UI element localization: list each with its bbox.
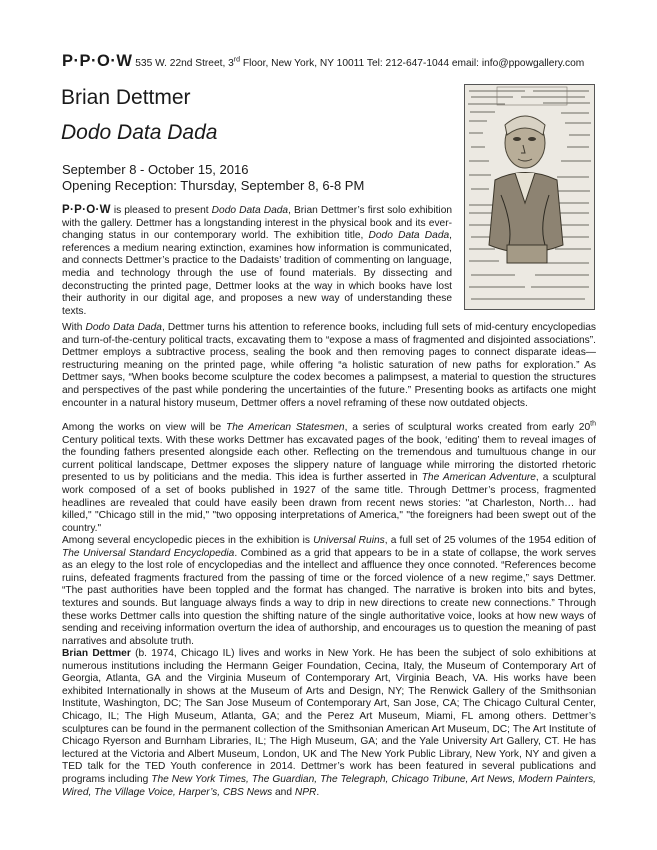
gallery-address: 535 W. 22nd Street, 3rd Floor, New York, NY 10011 Tel: 212-647-1044 email: info@ppowgallery.com [132, 56, 585, 69]
artist-name: Brian Dettmer [61, 86, 191, 109]
bio-artist-name: Brian Dettmer [62, 648, 131, 659]
artwork-illustration [465, 85, 594, 309]
intro-paragraph: P·P·O·W is pleased to present Dodo Data Dada, Brian Dettmer’s first solo exhibition with the gallery. Dettmer has a longstanding interest in the physical book and its ever-changing status in our contemporary world. The exhibition title, Dodo Data Dada, references a medium nearing extinction, examines how information is communicated, and connects Dettmer’s practice to the Dadaists’ tradition of commenting on language, media and technology through the use of found materials. By dissecting and deconstructing the printed page, Dettmer looks at the way in which books have lost their authority in our digital age, and proposes a new way of understanding these texts. [62, 204, 453, 317]
body-paragraph-references: With Dodo Data Dada, Dettmer turns his attention to reference books, including full sets of mid-century encyclopedias and turn-of-the-century political tracts, excavating them to “expose a mass of fragmented and disjointed associations”. Dettmer employs a subtractive process, sealing the book and then removing pages to connect disparate ideas—restructuring meaning on the printed page, while offering “a holistic saturation of new paths for exploration.” As Dettmer says, “When books become sculpture the codex becomes a palimpsest, a material to question the structures and perspectives of the past while pondering the uncertainties of the future.” Presenting books as artifacts one might encounter in a natural history museum, Dettmer offers a novel reframing of these now outdated objects. [62, 322, 597, 409]
opening-reception: Opening Reception: Thursday, September 8, 6-8 PM [62, 178, 365, 193]
date-range: September 8 - October 15, 2016 [62, 162, 249, 177]
book-sculpture-artwork-image [464, 84, 595, 310]
exhibition-title: Dodo Data Dada [61, 121, 218, 144]
artist-bio-paragraph: Brian Dettmer (b. 1974, Chicago IL) lives and works in New York. He has been the subject of solo exhibitions at numerous institutions including the Hermann Geiger Foundation, Cecina, Italy, the Museum of Contemporary Art of Georgia, Atlanta, GA and the Virginia Museum of Contemporary Art, Virginia Beach, VA. His works have been exhibited Internationally in shows at the Museum of Arts and Design, NY; The Renwick Gallery of the Smithsonian Institute, Washington, DC; The San Jose Museum of Contemporary Art, San Jose, CA; The Chicago Cultural Center, Chicago, IL; The High Museum, Atlanta, GA; and the Perez Art Museum, Miami, FL among others. Dettmer’s sculptures can be found in the permanent collection of the Smithsonian American Art Museum, DC; The Art Institute of Chicago Ryerson and Burnham Libraries, IL; The High Museum, GA; and the Yale University Art Gallery, CT. He has lectured at the Victoria and Albert Museum, London, UK and The New York Public Library, New York, NY and given a TED talk for the TED Youth conference in 2014. Dettmer’s work has been featured in several publications and programs including The New York Times, The Guardian, The Telegraph, Chicago Tribune, Art News, Modern Painters, Wired, The Village Voice, Harper’s, CBS News and NPR. [62, 648, 597, 798]
body-paragraph-universal-ruins: Among several encyclopedic pieces in the exhibition is Universal Ruins, a full set of 25 volumes of the 1954 edition of The Universal Standard Encyclopedia. Combined as a grid that appears to be in a state of collapse, the work serves as an elegy to the lost role of encyclopedias and the intellect and affluence they once connoted. “References become ruins, defeated fragments fractured from the passing of time or the forced violence of a new regime,” says Dettmer. “The past authorities have been toppled and the format has changed. The narrative is broken into bits and bytes, textures and sounds. But language always finds a way to drip in new directions to create new connections.” Through these works Dettmer calls into question the shifting nature of the single authoritative voice, looks at how new ways of sending and receiving information overturn the idea of authorship, and encourages us to question the meaning of past narratives and absolute truth. [62, 535, 596, 647]
gallery-letterhead [62, 52, 584, 71]
exhibition-dates [62, 162, 364, 194]
gallery-logo: P·P·O·W [62, 52, 133, 70]
body-paragraph-american-statesmen: Among the works on view will be The American Statesmen, a series of sculptural works created from early 20th Century political texts. With these works Dettmer has excavated pages of the book, ‘editing’ them to reveal images of the founding fathers presented alongside each other. Reflecting on the tremendous and tumultuous change in our current political landscape, Dettmer exposes the slippery nature of language while mirroring the distorted rhetoric presented to us by politicians and the media. This idea is further asserted in The American Adventure, a sculptural work composed of a set of books published in 1927 of the same title. Through Dettmer’s process, fragmented headlines are revealed that could have easily been drawn from recent news stories: "at Charleston, North… had killed," "Chicago still in the mid," "two opposing interpretations of America," "the foreigners had been swept out of the country." [62, 420, 596, 534]
inline-gallery-logo: P·P·O·W [62, 204, 111, 216]
